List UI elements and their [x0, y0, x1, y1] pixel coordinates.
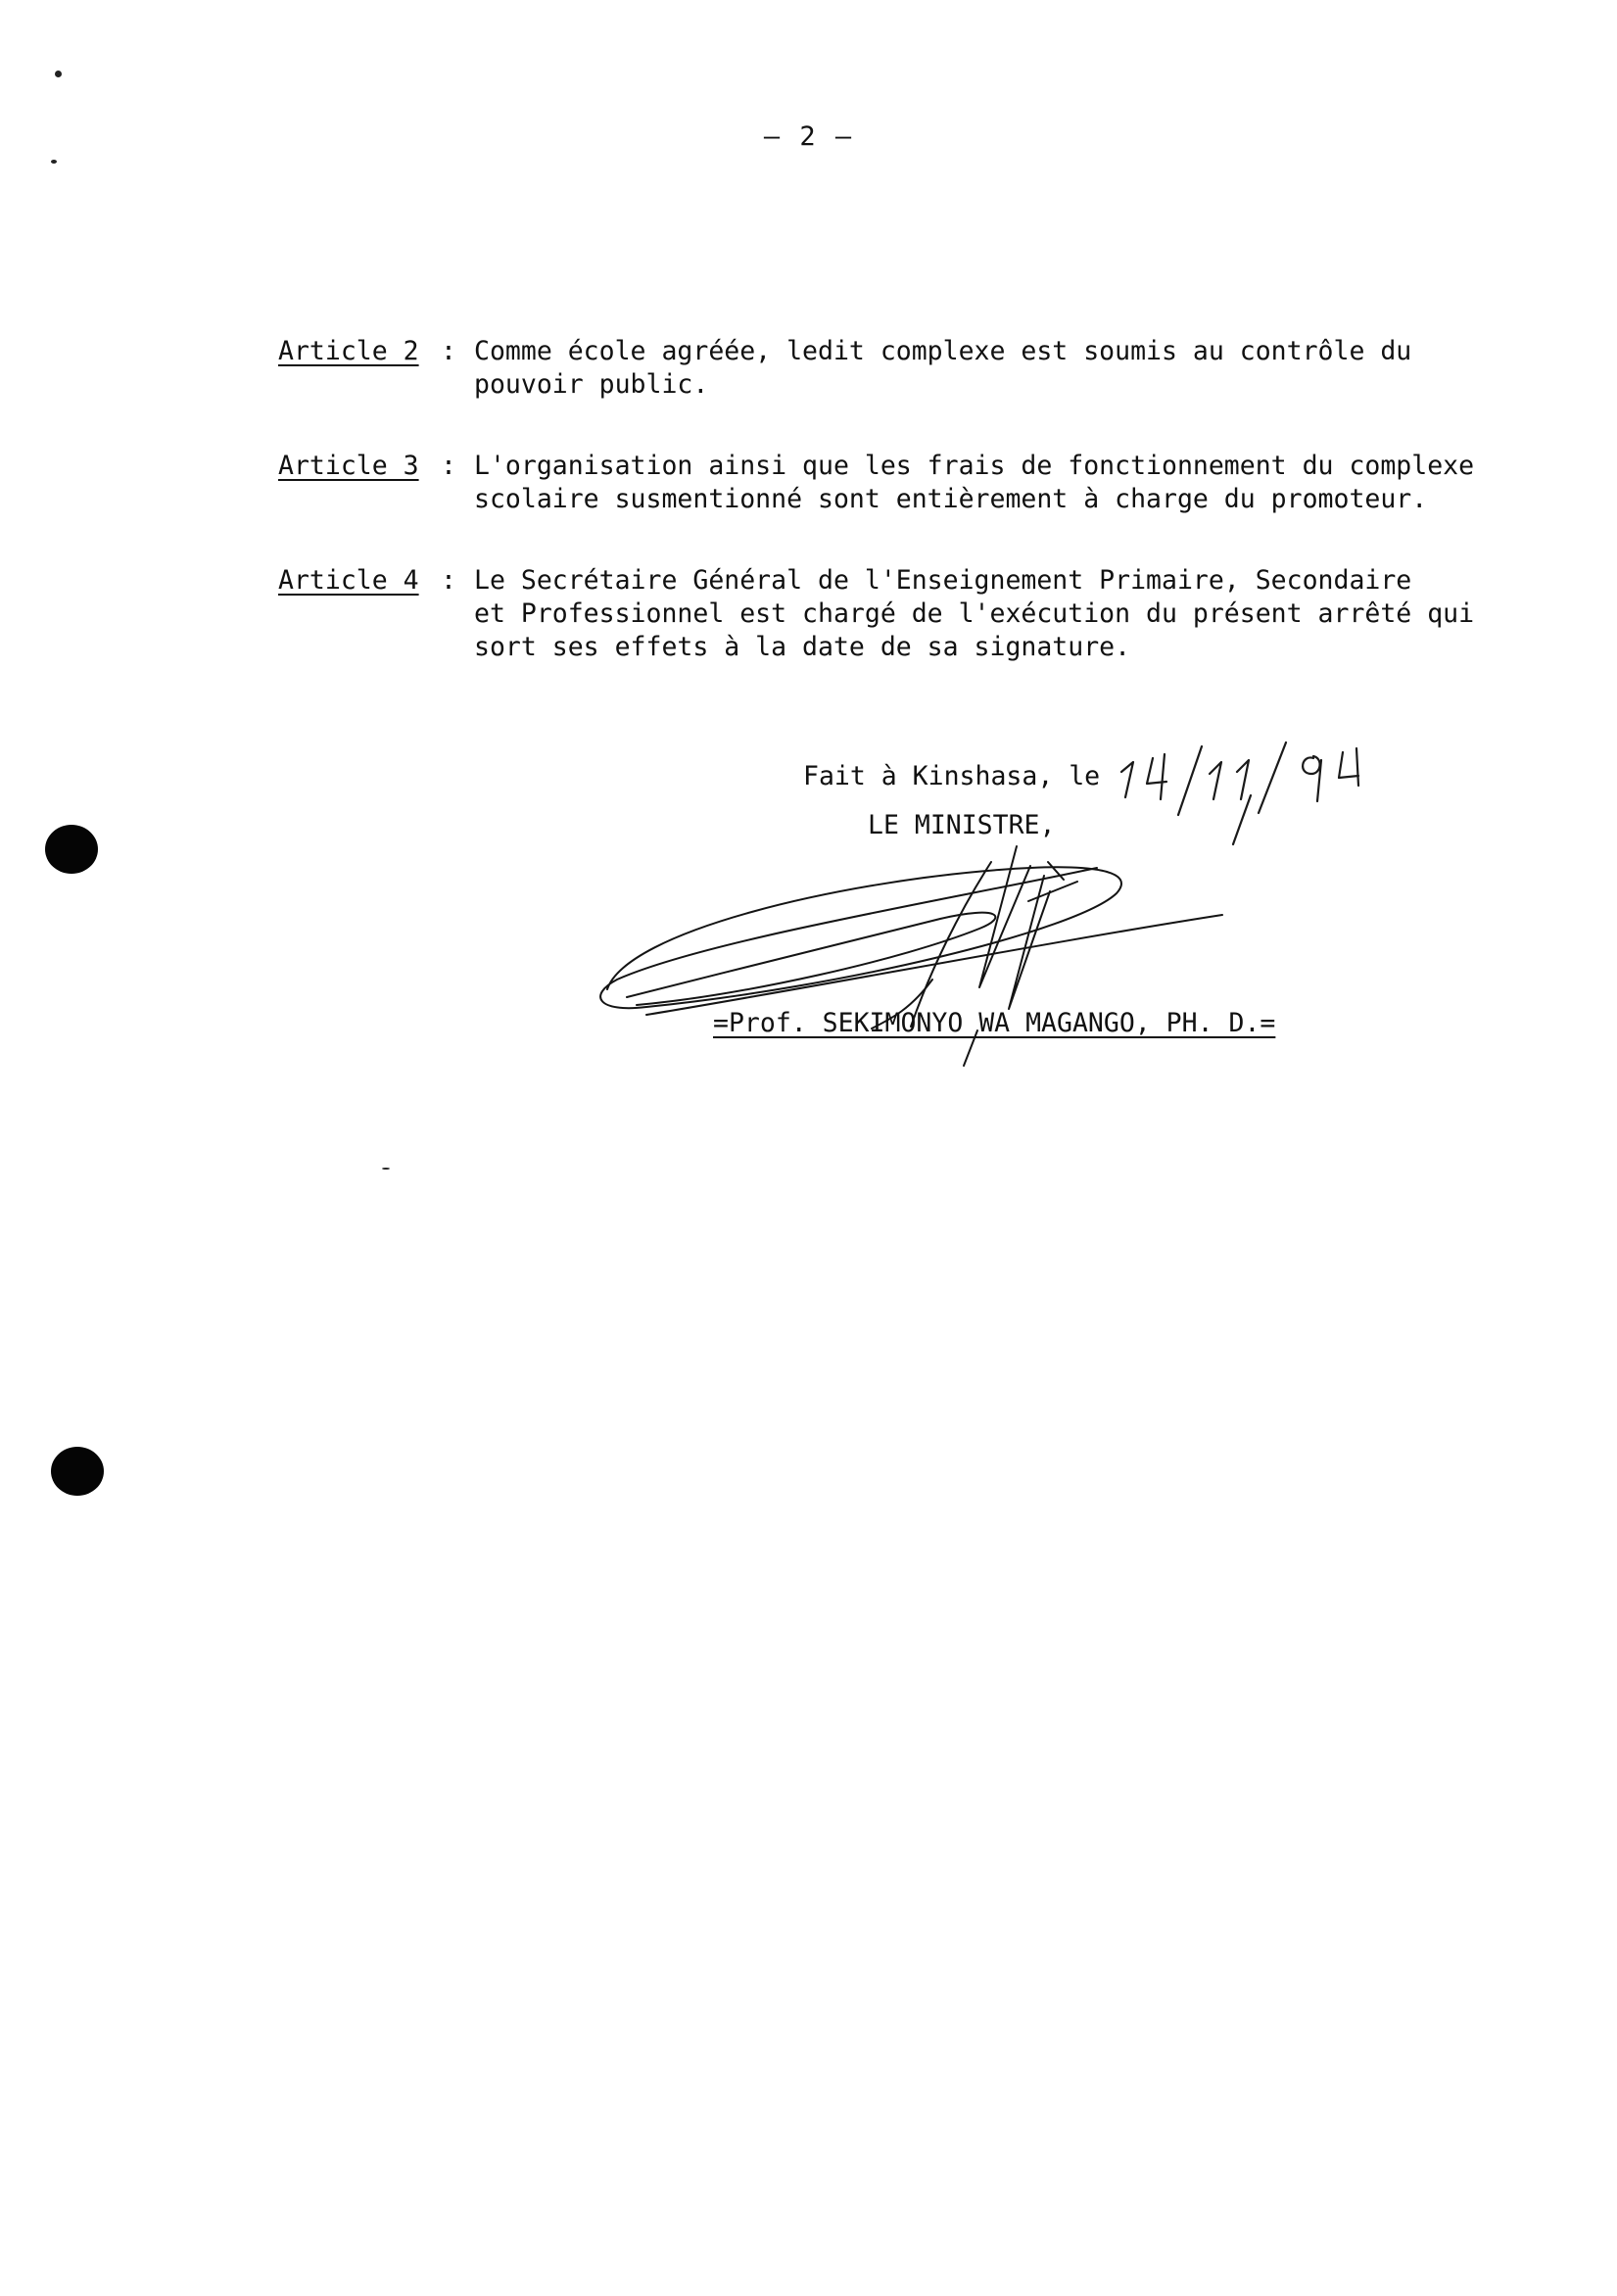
article-line: Comme école agréée, ledit complexe est soumis au contrôle du: [474, 336, 1412, 366]
signatory-name: =Prof. SEKIMONYO WA MAGANGO, PH. D.=: [713, 1008, 1276, 1038]
article-line: L'organisation ainsi que les frais de fonctionnement du complexe: [474, 451, 1475, 481]
scan-speck: [51, 160, 57, 164]
place-and-date: Fait à Kinshasa, le: [803, 761, 1101, 791]
article-text: [474, 335, 1551, 402]
article-line: pouvoir public.: [474, 369, 709, 400]
punch-hole: [45, 825, 98, 874]
article-line: sort ses effets à la date de sa signature.: [474, 632, 1131, 662]
article-label: Article 3: [278, 451, 419, 481]
article-label: Article 2: [278, 336, 419, 366]
article-separator: :: [441, 336, 456, 366]
minister-title: LE MINISTRE,: [868, 810, 1056, 840]
article-text: [474, 564, 1551, 664]
punch-hole: [51, 1447, 104, 1496]
article-label: Article 4: [278, 565, 419, 596]
scan-speck: [55, 71, 62, 77]
page-number: – 2 –: [763, 121, 854, 152]
article-separator: :: [441, 451, 456, 481]
scan-speck: [382, 1168, 390, 1170]
article-separator: :: [441, 565, 456, 596]
article-line: et Professionnel est chargé de l'exécution du présent arrêté qui: [474, 598, 1475, 629]
article-text: [474, 450, 1551, 516]
article-line: Le Secrétaire Général de l'Enseignement Primaire, Secondaire: [474, 565, 1412, 596]
article-line: scolaire susmentionné sont entièrement à charge du promoteur.: [474, 484, 1428, 514]
